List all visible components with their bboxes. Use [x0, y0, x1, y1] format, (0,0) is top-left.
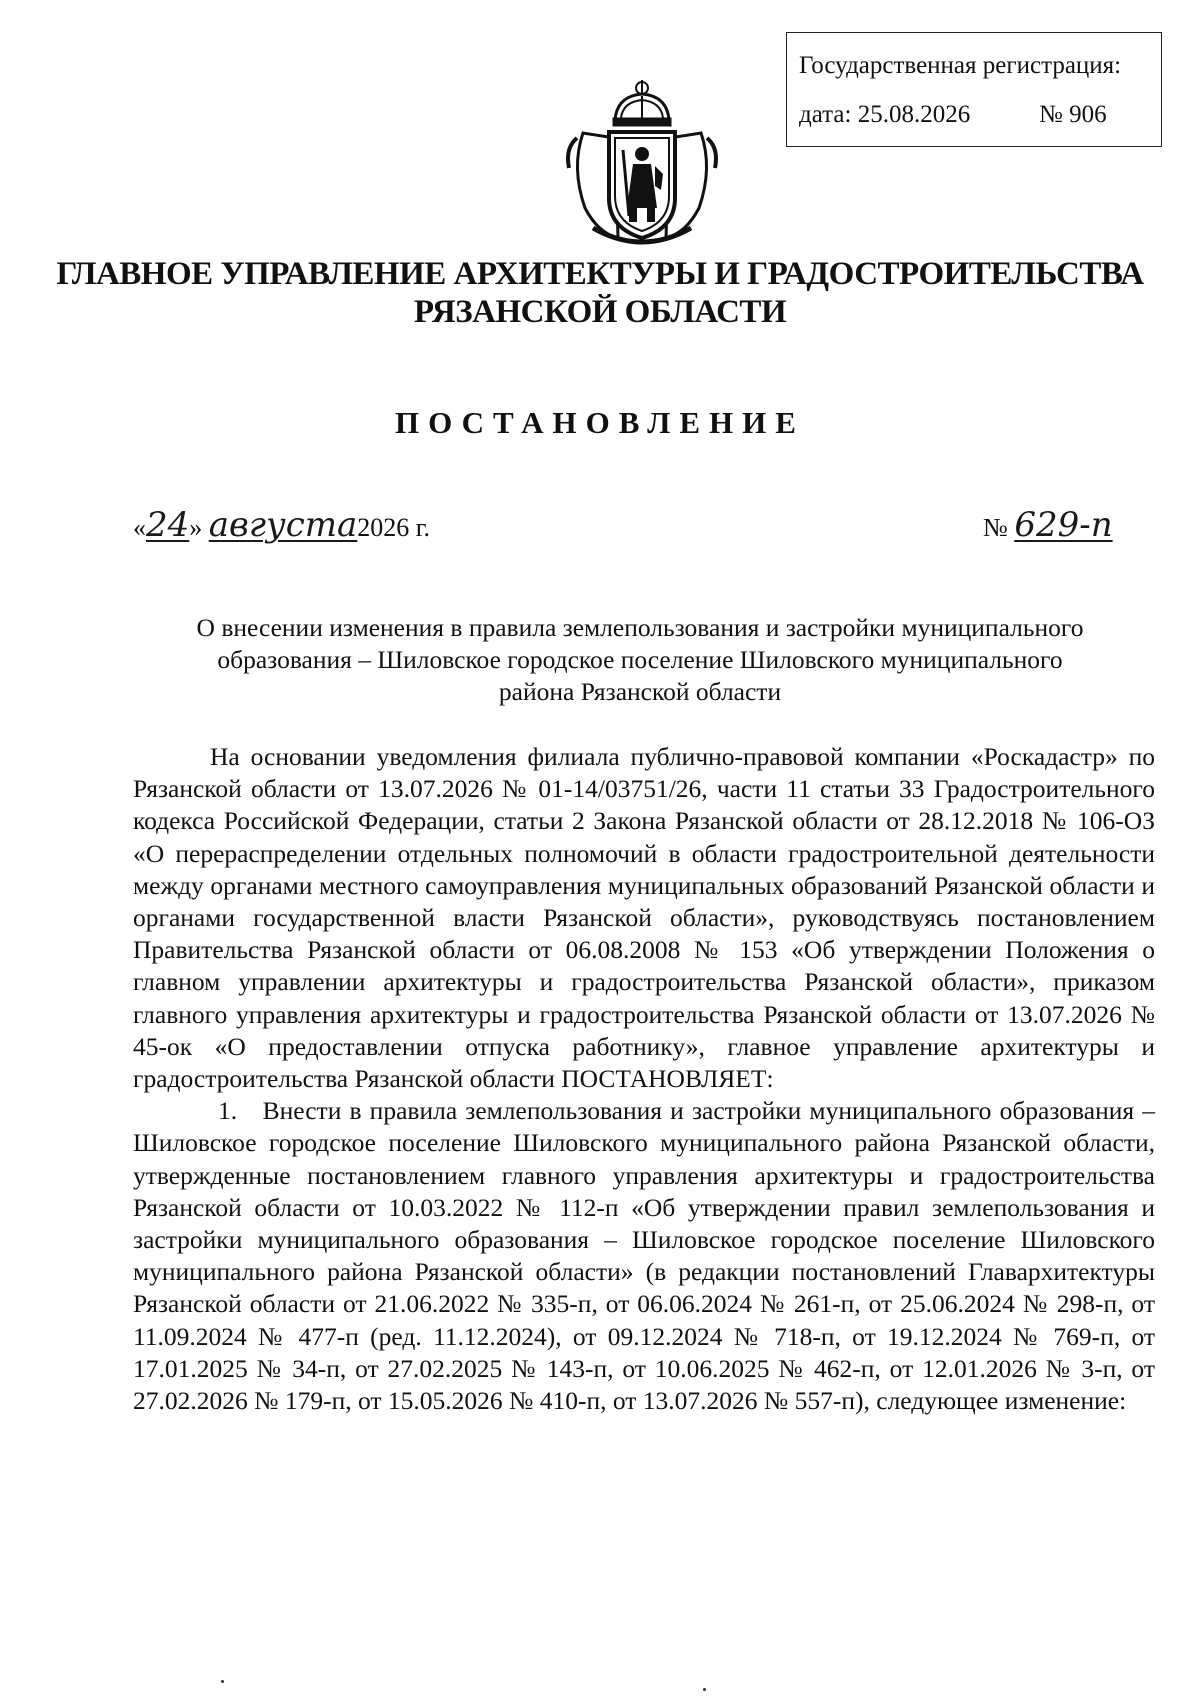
issue-date	[133, 505, 430, 545]
handwritten-number: 629-п	[1014, 505, 1113, 545]
organization-title-line2: РЯЗАНСКОЙ ОБЛАСТИ	[413, 294, 787, 330]
subject-line2: образования – Шиловское городское поселение Шиловского муниципального	[217, 645, 1063, 674]
subject-line1: О внесении изменения в правила землепользования и застройки муниципального	[196, 613, 1084, 642]
date-year: 2026 г.	[357, 513, 431, 542]
registration-stamp	[786, 32, 1162, 147]
registration-title: Государственная регистрация:	[799, 52, 1122, 79]
number-sign: №	[983, 513, 1008, 542]
scan-speck	[221, 1680, 224, 1683]
coat-of-arms-icon	[563, 78, 721, 248]
issue-number	[983, 505, 1113, 545]
subject-line3: района Рязанской области	[498, 677, 782, 706]
scan-speck	[703, 1688, 706, 1691]
item-1-paragraph: 1. Внести в правила землепользования и застройки муниципального образования – Шиловское городское поселение Шиловского муниципального района Рязанской области, утвержденные постановлением главного управления архитектуры и градостроительства Рязанской области от 10.03.2022 № 112-п «Об утверждении правил землепользования и застройки муниципального образования – Шиловское городское поселение Шиловского муниципального района Рязанской области» (в редакции постановлений Главархитектуры Рязанской области от 21.06.2022 № 335-п, от 06.06.2024 № 261-п, от 25.06.2024 № 298-п, от 11.09.2024 № 477-п (ред. 11.12.2024), от 09.12.2024 № 718-п, от 19.12.2024 № 769-п, от 17.01.2025 № 34-п, от 27.02.2025 № 143-п, от 10.06.2025 № 462-п, от 12.01.2026 № 3-п, от 27.02.2026 № 179-п, от 15.05.2026 № 410-п, от 13.07.2026 № 557-п), следующее изменение:	[133, 1096, 1155, 1416]
registration-date: дата: 25.08.2026	[799, 101, 971, 128]
organization-title-line1: ГЛАВНОЕ УПРАВЛЕНИЕ АРХИТЕКТУРЫ И ГРАДОСТРОИТЕЛЬСТВА	[56, 256, 1144, 292]
document-subject	[140, 612, 1140, 708]
handwritten-day: 24	[146, 505, 190, 545]
document-type: ПОСТАНОВЛЕНИЕ	[395, 405, 805, 440]
preamble-paragraph: На основании уведомления филиала публично-правовой компании «Роскадастр» по Рязанской области от 13.07.2026 № 01-14/03751/26, части 11 статьи 33 Градостроительного кодекса Российской Федерации, статьи 2 Закона Рязанской области от 28.12.2018 № 106-ОЗ «О перераспределении отдельных полномочий в области градостроительной деятельности между органами местного самоуправления муниципальных образований Рязанской области и органами государственной власти Рязанской области», руководствуясь постановлением Правительства Рязанской области от 06.08.2008 № 153 «Об утверждении Положения о главном управлении архитектуры и градостроительства Рязанской области», приказом главного управления архитектуры и градостроительства Рязанской области от 13.07.2026 № 45-ок «О предоставлении отпуска работнику», главное управление архитектуры и градостроительства Рязанской области ПОСТАНОВЛЯЕТ:	[133, 742, 1155, 1094]
date-quote-open: «	[133, 513, 146, 542]
handwritten-month: августа	[208, 505, 358, 545]
date-quote-close: »	[189, 513, 203, 542]
document-body	[133, 741, 1155, 1417]
registration-number: № 906	[1039, 101, 1107, 128]
organization-title	[0, 255, 1200, 331]
